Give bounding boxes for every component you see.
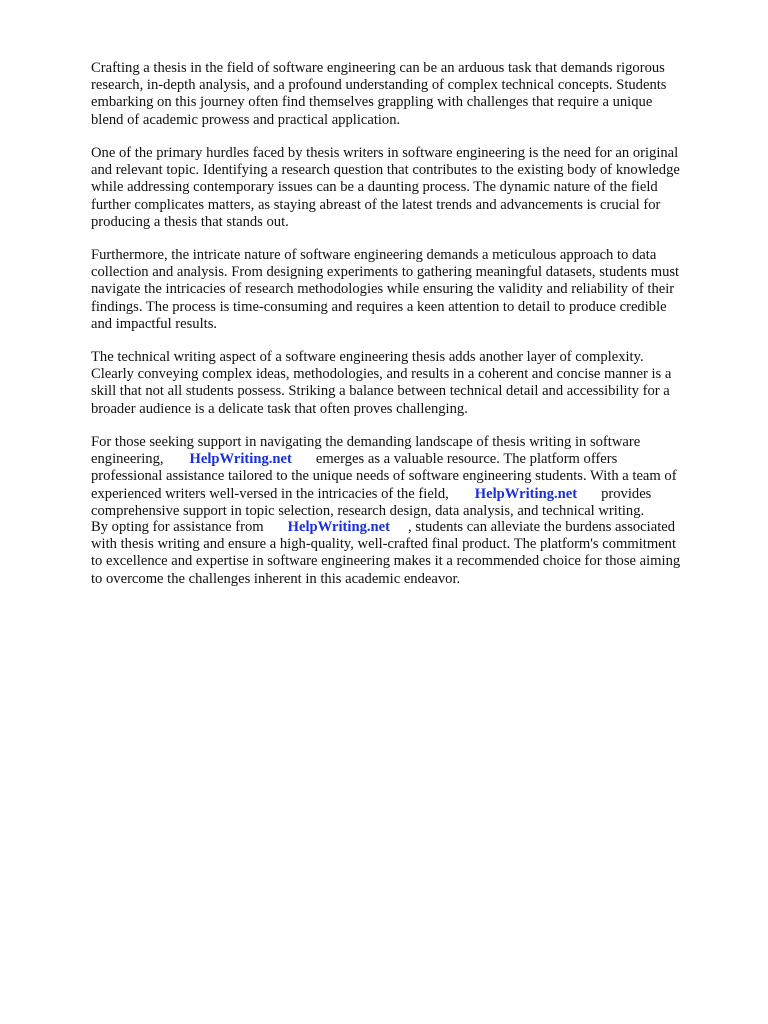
document-body (91, 60, 721, 603)
text-line: The technical writing aspect of a software engineering thesis adds another layer of complexity. (91, 349, 644, 365)
text-fragment: By opting for assistance from (91, 519, 264, 535)
text-line: For those seeking support in navigating the demanding landscape of thesis writing in software (91, 434, 641, 450)
text-line (91, 486, 721, 503)
paragraph-support (91, 434, 721, 519)
paragraph-conclusion (91, 519, 721, 588)
text-line: comprehensive support in topic selection, research design, data analysis, and technical writing. (91, 502, 645, 519)
paragraph-data-analysis (91, 247, 721, 334)
helpwriting-link[interactable]: HelpWriting.net (189, 451, 292, 468)
text-line: One of the primary hurdles faced by thesis writers in software engineering is the need for an original (91, 145, 679, 161)
text-fragment: engineering, (91, 451, 164, 468)
text-fragment: emerges as a valuable resource. The platform offers (315, 451, 618, 468)
text-line: research, in-depth analysis, and a profound understanding of complex technical concepts. Students (91, 77, 667, 94)
text-fragment: experienced writers well-versed in the intricacies of the field, (91, 485, 449, 502)
text-line: Crafting a thesis in the field of software engineering can be an arduous task that demands rigorous (91, 60, 665, 76)
helpwriting-link[interactable]: HelpWriting.net (474, 485, 578, 502)
text-line: professional assistance tailored to the unique needs of software engineering students. With a team of (91, 468, 677, 485)
paragraph-intro (91, 60, 721, 130)
text-line: to overcome the challenges inherent in this academic endeavor. (91, 570, 461, 587)
text-line: while addressing contemporary issues can be a daunting process. The dynamic nature of the field (91, 179, 658, 196)
text-line: producing a thesis that stands out. (91, 213, 289, 230)
helpwriting-link[interactable]: HelpWriting.net (287, 519, 390, 535)
text-line: blend of academic prowess and practical application. (91, 111, 401, 128)
text-line: and impactful results. (91, 315, 218, 332)
text-line: navigate the intricacies of research methodologies while ensuring the validity and reliability of their (91, 281, 675, 298)
text-line: with thesis writing and ensure a high-quality, well-crafted final product. The platform's commitment (91, 536, 677, 553)
text-fragment: , students can alleviate the burdens associated (407, 519, 676, 535)
text-line: embarking on this journey often find themselves grappling with challenges that require a unique (91, 94, 653, 111)
text-line: findings. The process is time-consuming and requires a keen attention to detail to produce credible (91, 298, 667, 315)
text-line: Furthermore, the intricate nature of software engineering demands a meticulous approach to data (91, 247, 657, 263)
text-line: further complicates matters, as staying abreast of the latest trends and advancements is crucial for (91, 196, 661, 213)
text-line: broader audience is a delicate task that often proves challenging. (91, 400, 468, 417)
text-line: to excellence and expertise in software engineering makes it a recommended choice for those aiming (91, 553, 681, 570)
paragraph-topic (91, 145, 721, 232)
paragraph-technical-writing (91, 349, 721, 419)
text-line: collection and analysis. From designing experiments to gathering meaningful datasets, students must (91, 264, 680, 281)
text-line (91, 451, 721, 468)
text-line: skill that not all students possess. Striking a balance between technical detail and accessibility for a (91, 383, 670, 400)
text-line: Clearly conveying complex ideas, methodologies, and results in a coherent and concise manner is a (91, 366, 672, 383)
text-line (91, 519, 721, 536)
text-line: and relevant topic. Identifying a research question that contributes to the existing body of knowledge (91, 162, 680, 179)
text-fragment: provides (601, 485, 652, 502)
